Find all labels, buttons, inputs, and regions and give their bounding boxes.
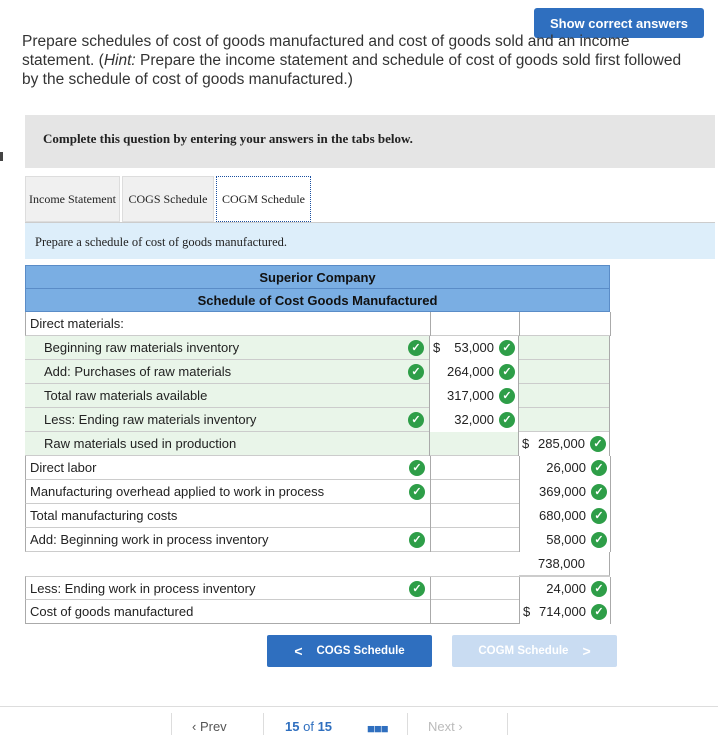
col2-cell <box>519 336 610 360</box>
cell-value: 26,000 <box>546 460 586 475</box>
cell-value: 680,000 <box>539 508 586 523</box>
table-row <box>25 504 610 528</box>
col2-cell <box>519 360 610 384</box>
table-row <box>25 336 610 360</box>
instructions-line-2-post: Prepare the income statement and schedule of cost of goods sold first followed <box>135 52 682 69</box>
check-icon: ✓ <box>499 388 515 404</box>
cell-value: 369,000 <box>539 484 586 499</box>
col1-cell <box>430 577 520 601</box>
show-correct-answers-button[interactable]: Show correct answers <box>534 8 704 38</box>
tab-income-statement[interactable]: Income Statement <box>25 176 120 222</box>
chevron-left-icon: < <box>294 643 303 659</box>
page-indicator[interactable] <box>285 719 332 734</box>
col2-cell <box>520 312 611 336</box>
row-label: Total raw materials available <box>44 388 208 403</box>
pager-next-label: Next <box>428 719 455 734</box>
row-label: Add: Purchases of raw materials <box>44 364 232 379</box>
dollar-sign: $ <box>523 604 531 619</box>
page-of: of <box>303 719 314 734</box>
row-label: Cost of goods manufactured <box>30 604 194 619</box>
tab-instruction: Prepare a schedule of cost of goods manufactured. <box>35 235 287 249</box>
complete-prompt: Complete this question by entering your answers in the tabs below. <box>43 131 413 146</box>
row-label: Direct labor <box>30 460 97 475</box>
row-label: Less: Ending raw materials inventory <box>44 412 257 427</box>
instructions-line-2-pre: statement. ( <box>22 52 104 69</box>
table-row <box>25 408 610 432</box>
row-label: Direct materials: <box>30 316 124 331</box>
col1-cell <box>430 528 520 552</box>
col2-input[interactable] <box>520 504 611 528</box>
check-icon: ✓ <box>408 340 424 356</box>
table-row <box>25 360 610 384</box>
row-label: Manufacturing overhead applied to work in process <box>30 484 325 499</box>
col1-cell <box>430 456 520 480</box>
divider <box>407 713 408 735</box>
col2-input[interactable] <box>520 456 611 480</box>
pager-prev-button[interactable]: ‹ Prev <box>192 719 227 734</box>
col2-input[interactable] <box>519 432 610 456</box>
chevron-right-icon: > <box>582 643 591 659</box>
prev-tab-label: COGS Schedule <box>316 645 405 657</box>
check-icon: ✓ <box>408 364 424 380</box>
pagination-bar <box>0 706 718 735</box>
check-icon: ✓ <box>591 484 607 500</box>
tab-cogs-schedule[interactable]: COGS Schedule <box>122 176 214 222</box>
dollar-sign: $ <box>433 340 441 355</box>
check-icon: ✓ <box>409 581 425 597</box>
col1-cell <box>430 504 520 528</box>
pager-next-button[interactable]: Next › <box>428 719 463 734</box>
col2-input[interactable] <box>520 528 611 552</box>
cell-value: 264,000 <box>447 364 494 379</box>
check-icon: ✓ <box>409 532 425 548</box>
cell-value: 58,000 <box>546 532 586 547</box>
check-icon: ✓ <box>591 581 607 597</box>
page-total: 15 <box>317 719 333 734</box>
instructions-line-3: by the schedule of cost of goods manufactured.) <box>22 71 353 88</box>
cell-value: 714,000 <box>539 604 586 619</box>
table-row <box>25 480 610 504</box>
col2-input[interactable] <box>520 577 611 601</box>
table-row <box>25 432 610 456</box>
check-icon: ✓ <box>591 460 607 476</box>
cell-value: 317,000 <box>447 388 494 403</box>
cell-value: 24,000 <box>546 581 586 596</box>
pager-prev-label: Prev <box>199 719 227 734</box>
row-label: Raw materials used in production <box>44 436 237 451</box>
edge-marker <box>0 152 3 161</box>
col1-input[interactable] <box>429 360 519 384</box>
next-tab-button <box>452 635 617 667</box>
table-row <box>25 552 610 576</box>
prev-tab-button[interactable] <box>267 635 432 667</box>
row-label: Beginning raw materials inventory <box>44 340 240 355</box>
divider <box>507 713 508 735</box>
check-icon: ✓ <box>591 604 607 620</box>
col2-cell <box>519 408 610 432</box>
cell-value: 738,000 <box>538 556 585 571</box>
col2-cell <box>519 384 610 408</box>
table-row <box>25 312 610 336</box>
table-row <box>25 600 610 624</box>
check-icon: ✓ <box>591 532 607 548</box>
col2-input[interactable] <box>520 480 611 504</box>
check-icon: ✓ <box>591 508 607 524</box>
table-row <box>25 384 610 408</box>
check-icon: ✓ <box>409 460 425 476</box>
col1-input[interactable] <box>429 336 519 360</box>
grid-icon[interactable]: ■■■ <box>367 721 388 735</box>
company-name: Superior Company <box>25 265 610 289</box>
col1-cell <box>430 312 520 336</box>
check-icon: ✓ <box>409 484 425 500</box>
col1-cell <box>430 480 520 504</box>
cell-value: 285,000 <box>538 436 585 451</box>
schedule-title: Schedule of Cost Goods Manufactured <box>25 288 610 312</box>
row-label: Less: Ending work in process inventory <box>30 581 256 596</box>
table-row <box>25 528 610 552</box>
check-icon: ✓ <box>408 412 424 428</box>
row-label: Total manufacturing costs <box>30 508 178 523</box>
divider <box>263 713 264 735</box>
check-icon: ✓ <box>499 412 515 428</box>
col2-cell <box>519 552 610 576</box>
check-icon: ✓ <box>590 436 606 452</box>
cell-value: 32,000 <box>454 412 494 427</box>
next-tab-label: COGM Schedule <box>478 645 569 657</box>
hint-label: Hint: <box>103 52 136 69</box>
table-row <box>25 456 610 480</box>
divider <box>171 713 172 735</box>
col1-input[interactable] <box>429 408 519 432</box>
row-label: Add: Beginning work in process inventory <box>30 532 269 547</box>
cell-value: 53,000 <box>454 340 494 355</box>
col1-input[interactable] <box>429 384 519 408</box>
check-icon: ✓ <box>499 364 515 380</box>
col1-cell <box>430 600 520 624</box>
tab-cogm-schedule[interactable]: COGM Schedule <box>216 176 311 222</box>
col1-cell <box>429 432 519 456</box>
page-current: 15 <box>285 719 300 734</box>
table-row <box>25 576 610 600</box>
col2-input[interactable] <box>520 600 611 624</box>
dollar-sign: $ <box>522 436 530 451</box>
instructions-line-1: Prepare schedules of cost of goods manufactured and cost of goods sold and an income <box>22 33 630 50</box>
check-icon: ✓ <box>499 340 515 356</box>
instructions <box>22 33 702 89</box>
